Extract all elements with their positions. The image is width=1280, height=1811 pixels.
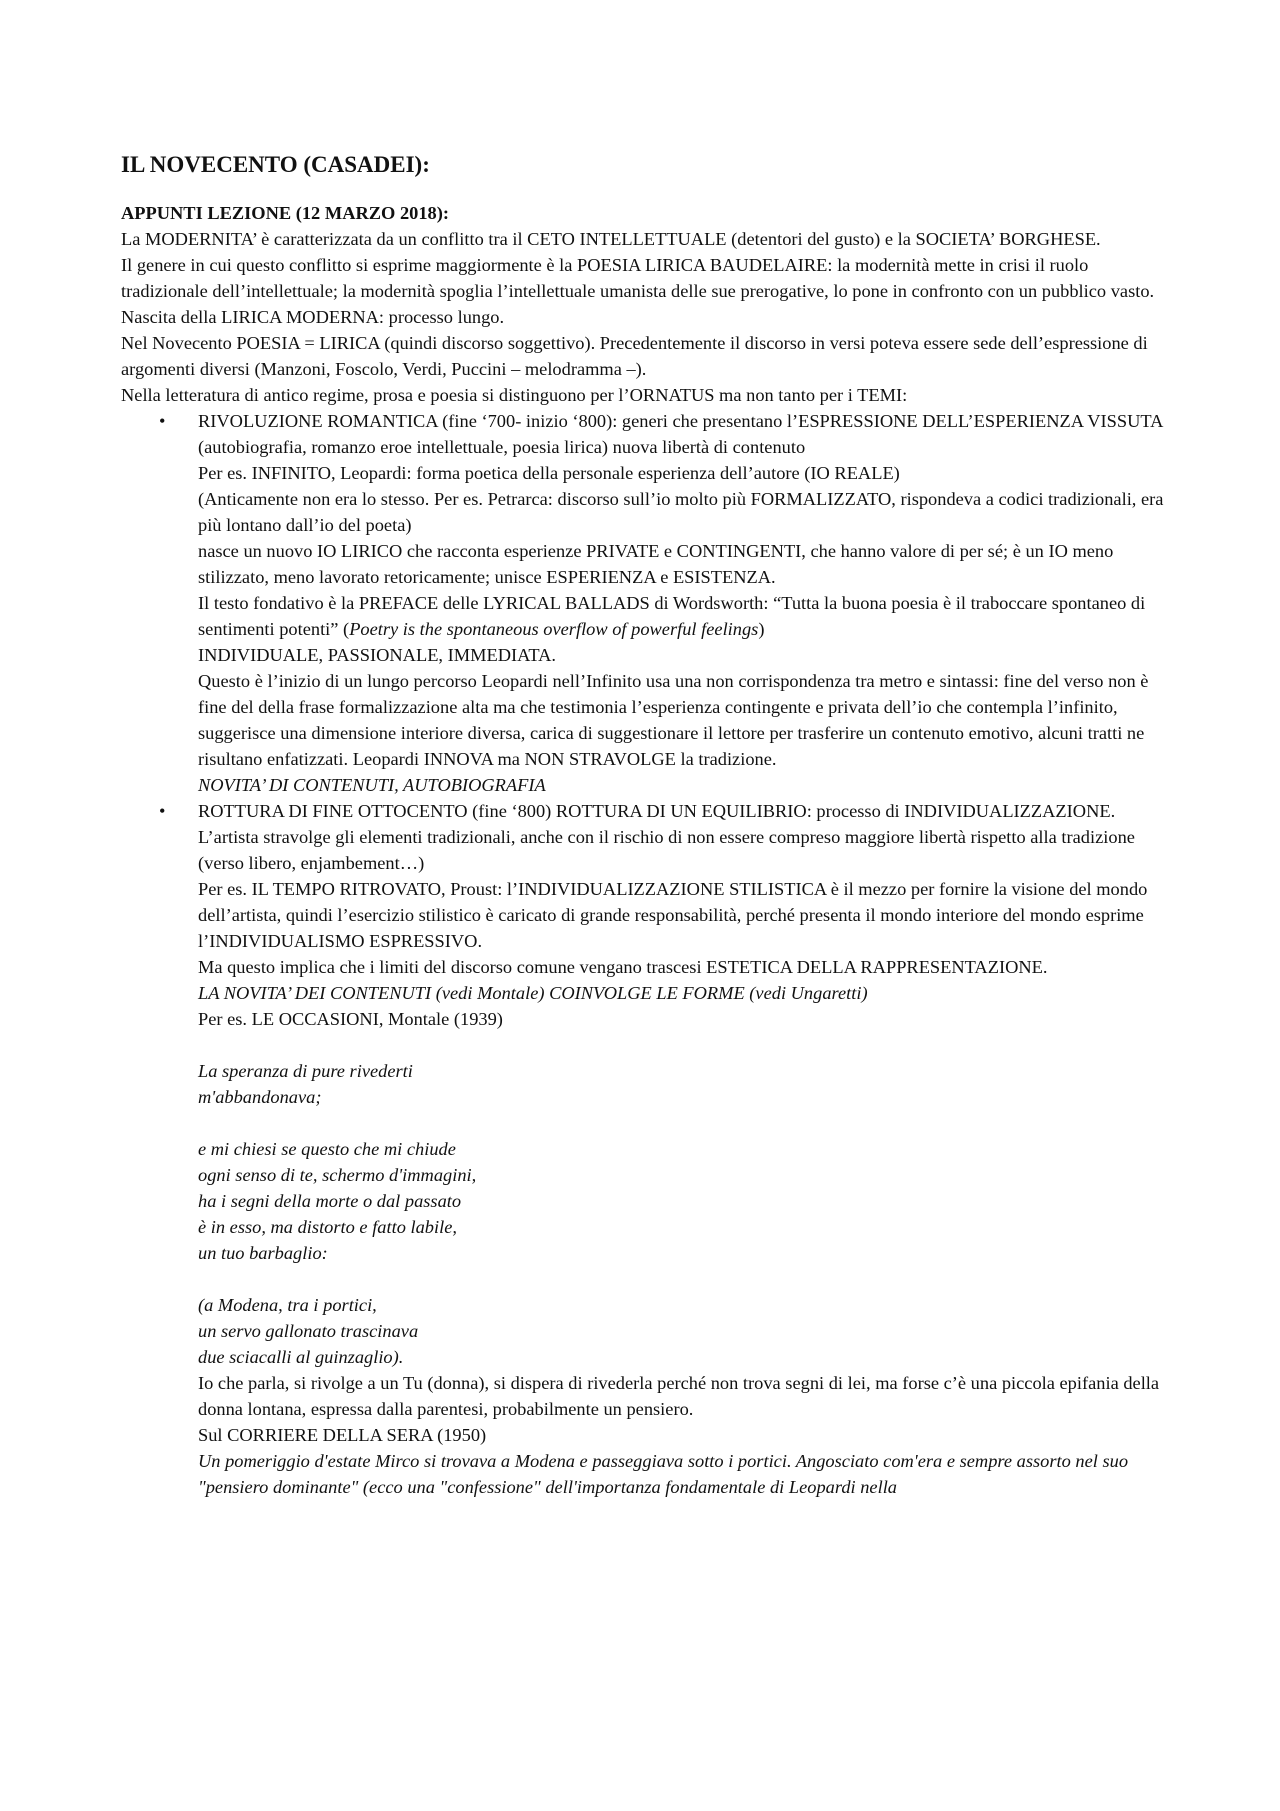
intro-paragraph: La MODERNITA’ è caratterizzata da un conflitto tra il CETO INTELLETTUALE (detentori del gusto) e la SOCIETA’ BORGHESE.: [121, 229, 1101, 249]
topics-list: [121, 408, 1171, 1500]
item-summary: LA NOVITA’ DEI CONTENUTI (vedi Montale) COINVOLGE LE FORME (vedi Ungaretti): [198, 983, 868, 1003]
bullet-icon: •: [159, 411, 166, 431]
poem-line: due sciacalli al guinzaglio).: [198, 1347, 404, 1367]
intro-paragraph: Nel Novecento POESIA = LIRICA (quindi discorso soggettivo). Precedentemente il discorso in versi poteva essere sede dell’espressione di argomenti diversi (Manzoni, Foscolo, Verdi, Puccini – melodramma –).: [121, 333, 1148, 379]
bullet-icon: •: [159, 801, 166, 821]
item-paragraph: INDIVIDUALE, PASSIONALE, IMMEDIATA.: [198, 645, 556, 665]
item-paragraph: Per es. IL TEMPO RITROVATO, Proust: l’INDIVIDUALIZZAZIONE STILISTICA è il mezzo per fornire la visione del mondo dell’artista, quindi l’esercizio stilistico è caricato di grande responsabilità, perché presenta il mondo interiore del mondo esprime l’INDIVIDUALISMO ESPRESSIVO.: [198, 879, 1148, 951]
poem-line: ogni senso di te, schermo d'immagini,: [198, 1165, 477, 1185]
item-paragraph: Per es. LE OCCASIONI, Montale (1939): [198, 1009, 503, 1029]
poem-line: La speranza di pure rivederti: [198, 1061, 413, 1081]
list-item-fin-de-siecle: [121, 798, 1171, 1500]
item-paragraph: [198, 590, 1171, 642]
poem-line: è in esso, ma distorto e fatto labile,: [198, 1217, 457, 1237]
poem-line: un servo gallonato trascinava: [198, 1321, 419, 1341]
item-paragraph: L’artista stravolge gli elementi tradizionali, anche con il rischio di non essere compreso maggiore libertà rispetto alla tradizione (verso libero, enjambement…): [198, 827, 1135, 873]
item-paragraph: (Anticamente non era lo stesso. Per es. Petrarca: discorso sull’io molto più FORMALIZZATO, rispondeva a codici tradizionali, era più lontano dall’io del poeta): [198, 489, 1164, 535]
item-paragraph: Ma questo implica che i limiti del discorso comune vengano trascesi ESTETICA DELLA RAPPRESENTAZIONE.: [198, 957, 1048, 977]
quote-close: ): [758, 619, 765, 639]
document-body: [121, 200, 1171, 1500]
poem-line: m'abbandonava;: [198, 1087, 322, 1107]
english-quote: Poetry is the spontaneous overflow of powerful feelings: [349, 619, 759, 639]
item-paragraph: Questo è l’inizio di un lungo percorso Leopardi nell’Infinito usa una non corrispondenza tra metro e sintassi: fine del verso non è fine del della frase formalizzazione alta ma che testimonia l’esperienza contingente e privata dell’io che contempla l’infinito, suggerisce una dimensione interiore diversa, carica di suggestionare il lettore per trasferire un contenuto emotivo, alcuni tratti ne risultano enfatizzati. Leopardi INNOVA ma NON STRAVOLGE la tradizione.: [198, 671, 1149, 769]
item-summary: NOVITA’ DI CONTENUTI, AUTOBIOGRAFIA: [198, 775, 546, 795]
intro-paragraph: Nascita della LIRICA MODERNA: processo lungo.: [121, 307, 505, 327]
item-paragraph: RIVOLUZIONE ROMANTICA (fine ‘700- inizio ‘800): generi che presentano l’ESPRESSIONE DELL’ESPERIENZA VISSUTA (autobiografia, romanzo eroe intellettuale, poesia lirica) nuova libertà di contenuto: [198, 411, 1163, 457]
item-paragraph: nasce un nuovo IO LIRICO che racconta esperienze PRIVATE e CONTINGENTI, che hanno valore di per sé; è un IO meno stilizzato, meno lavorato retoricamente; unisce ESPERIENZA e ESISTENZA.: [198, 541, 1114, 587]
intro-paragraph: Il genere in cui questo conflitto si esprime maggiormente è la POESIA LIRICA BAUDELAIRE: la modernità mette in crisi il ruolo tradizionale dell’intellettuale; la modernità spoglia l’intellettuale umanista delle sue prerogative, lo pone in confronto con un pubblico vasto.: [121, 255, 1155, 301]
intro-paragraph: Nella letteratura di antico regime, prosa e poesia si distinguono per l’ORNATUS ma non tanto per i TEMI:: [121, 385, 908, 405]
item-paragraph: Sul CORRIERE DELLA SERA (1950): [198, 1425, 487, 1445]
spacer: [198, 1110, 1171, 1136]
list-item-romantic-revolution: [121, 408, 1171, 798]
document-title: IL NOVECENTO (CASADEI):: [121, 152, 430, 177]
poem-line: (a Modena, tra i portici,: [198, 1295, 377, 1315]
poem-line: un tuo barbaglio:: [198, 1243, 328, 1263]
item-quote: Un pomeriggio d'estate Mirco si trovava a Modena e passeggiava sotto i portici. Angosciato com'era e sempre assorto nel suo "pensiero dominante" (ecco una "confessione" dell'importanza fondamentale di Leopardi nella: [198, 1451, 1129, 1497]
item-paragraph: ROTTURA DI FINE OTTOCENTO (fine ‘800) ROTTURA DI UN EQUILIBRIO: processo di INDIVIDUALIZZAZIONE.: [198, 801, 1116, 821]
poem-line: e mi chiesi se questo che mi chiude: [198, 1139, 456, 1159]
quote-text: Il testo fondativo è la PREFACE delle LYRICAL BALLADS di Wordsworth: “Tutta la buona poesia è il traboccare spontaneo di sentimenti potenti” (: [198, 593, 1146, 639]
item-paragraph: Io che parla, si rivolge a un Tu (donna), si dispera di rivederla perché non trova segni di lei, ma forse c’è una piccola epifania della donna lontana, espressa dalla parentesi, probabilmente un pensiero.: [198, 1373, 1160, 1419]
spacer: [198, 1266, 1171, 1292]
section-heading: APPUNTI LEZIONE (12 MARZO 2018):: [121, 203, 449, 223]
item-paragraph: Per es. INFINITO, Leopardi: forma poetica della personale esperienza dell’autore (IO REALE): [198, 463, 900, 483]
spacer: [198, 1032, 1171, 1058]
poem-line: ha i segni della morte o dal passato: [198, 1191, 462, 1211]
